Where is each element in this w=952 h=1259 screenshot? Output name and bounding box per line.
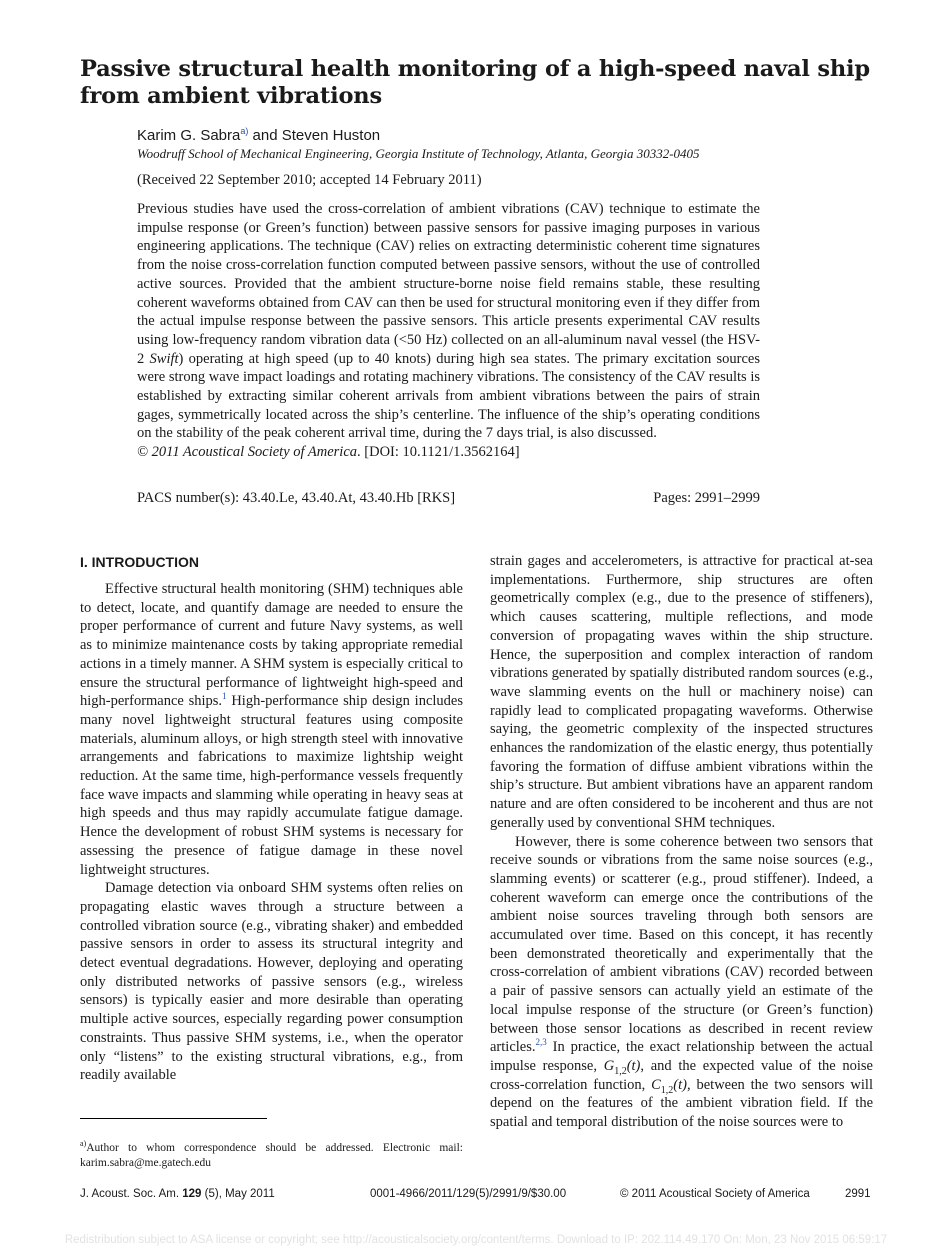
paragraph: However, there is some coherence between two sensors that receive sounds or vibrations from the same noise sources (e.g., slamming events) or scatterer (e.g., proud stiffener). Indeed, a coherent waveform can emerge once the contributions of the ambient noise sources traveling through both sensors are accumulated over time. Based on this concept, it has recently been demonstrated theoretically and experimentally that the cross-correlation of ambient vibrations (CAV) recorded between a pair of passive sensors can actually yield an estimate of the local impulse response of the structure (or Green’s function) between those sensor locations as described in recent review articles.$^{2,3}$ In practice, the exact relationship between the actual impulse response, $G_{1,2}(t)$, and the expected value of the noise cross-correlation function, $C_{1,2}(t)$, between the two sensors will depend on the features of the ambient vibration field. If the spatial and temporal distribution of the noise sources were to	[490, 833, 873, 1131]
right-column	[490, 552, 873, 1132]
footnote-divider	[80, 1118, 267, 1119]
footer-journal: J. Acoust. Soc. Am. 129 (5), May 2011	[80, 1188, 275, 1200]
footer-copyright: © 2011 Acoustical Society of America	[620, 1188, 810, 1200]
pacs-numbers: PACS number(s): 43.40.Le, 43.40.At, 43.40.Hb [RKS]	[137, 490, 456, 506]
page-number: 2991	[845, 1188, 871, 1200]
redistribution-banner: Redistribution subject to ASA license or copyright; see http://acousticalsociety.org/content/terms. Download to IP: 202.114.49.170 On: Mon, 23 Nov 2015 06:59:17	[64, 1234, 888, 1246]
abstract	[137, 200, 760, 462]
math-green-function: $G_{1,2}(t)$	[603, 1057, 641, 1077]
received-dates: (Received 22 September 2010; accepted 14 February 2011)	[137, 172, 482, 188]
abstract-text: Previous studies have used the cross-correlation of ambient vibrations (CAV) technique to estimate the impulse response (or Green’s function) between passive sensors for passive imaging purposes in various engineering applications. The technique (CAV) relies on extracting deterministic coherent time signatures from the noise cross-correlation function computed between passive sensors, without the use of controlled active sources. Provided that the ambient structure-borne noise field remains stable, these resulting coherent waveforms obtained from CAV can then be used for structural monitoring even if they differ from the actual impulse response between the passive sensors. This article presents experimental CAV results using low-frequency random vibration data (<50 Hz) collected on an all-aluminum naval vessel (the HSV-2 Swift) operating at high speed (up to 40 knots) during high sea states. The primary excitation sources were strong wave impact loadings and rotating machinery vibrations. The consistency of the CAV results is established by extracting similar coherent arrivals from ambient vibrations between the pairs of strain gages, symmetrically located across the ship’s centerline. The influence of the ship’s operating conditions on the stability of the peak coherent arrival time, during the 7 days trial, is also discussed.	[137, 201, 761, 442]
left-column	[80, 580, 463, 1085]
citation-link[interactable]: 2,3	[535, 1037, 547, 1048]
math-cross-correlation: $C_{1,2}(t)$	[651, 1076, 687, 1096]
author-line	[137, 126, 380, 144]
paragraph: strain gages and accelerometers, is attractive for practical at-sea implementations. Furthermore, ship structures are often geometrically complex (e.g., due to the presence of stiffeners), which causes scattering, multiple reflections, and mode conversion of propagating waves within the ship structure. Hence, the superposition and complex interaction of random vibrations generated by spatially distributed random sources (e.g., wave slamming events on the hull or machinery noise) can rapidly lead to complicated propagating waveforms. Otherwise saying, the geometric complexity of the inspected structures enhances the randomization of the elastic energy, thus potentially favoring the formation of diffuse ambient vibrations within the ship’s structure. But ambient vibrations have an apparent random nature and are often considered to be incoherent and thus are not generally used by conventional SHM techniques.	[490, 553, 873, 831]
ship-name: Swift	[149, 350, 179, 367]
author-sabra: Karim G. Sabra	[137, 127, 241, 144]
paragraph: Damage detection via onboard SHM systems often relies on propagating elastic waves through a structure between a controlled vibration source (e.g., vibrating shaker) and embedded passive sensors in order to assess its structural integrity and detect eventual degradations. However, deploying and operating only distributed networks of passive sensors (e.g., wireless sensors) is typically easier and more desirable than operating multiple active sources, especially regarding power consumption constraints. Thus passive SHM systems, i.e., when the operator only “listens” to the existing structural vibrations, e.g., from readily available	[80, 880, 463, 1084]
footer-code: 0001-4966/2011/129(5)/2991/9/$30.00	[370, 1188, 567, 1200]
section-heading: I. INTRODUCTION	[80, 554, 199, 570]
pacs-line	[137, 490, 760, 507]
article-title: Passive structural health monitoring of a high-speed naval ship from ambient vibrations	[80, 56, 870, 109]
paragraph: Effective structural health monitoring (SHM) techniques able to detect, locate, and quantify damage are needed to ensure the proper performance of current and future Navy systems, as well as to minimize maintenance costs by taking appropriate remedial actions in a timely manner. A SHM system is especially critical to ensure the structural performance of lightweight high-speed and high-performance ships.$^1$ High-performance ship design includes many novel lightweight structural features using composite materials, aluminum alloys, or high strength steel with innovative arrangements and fabrications to maximize lightship weight reduction. At the same time, high-performance vessels frequently face wave impacts and slamming while operating in heavy seas at high speeds and thus may rapidly accumulate fatigue damage. Hence the development of robust SHM systems is necessary for assessing the presence of fatigue damage in these novel lightweight structures.	[80, 581, 463, 878]
citation-link[interactable]: 1	[222, 691, 227, 702]
author-footnote-mark[interactable]: a)	[240, 126, 249, 136]
abstract-copyright: © 2011 Acoustical Society of America. [DOI: 10.1121/1.3562164]	[137, 444, 520, 461]
author-huston: and Steven Huston	[248, 127, 381, 144]
affiliation: Woodruff School of Mechanical Engineering, Georgia Institute of Technology, Atlanta, Georgia 30332-0405	[137, 146, 700, 161]
footnote: $^{a)}$Author to whom correspondence should be addressed. Electronic mail: karim.sabra@me.gatech.edu	[80, 1139, 463, 1169]
page-range: Pages: 2991–2999	[653, 490, 760, 506]
doi-link[interactable]: . [DOI: 10.1121/1.3562164]	[357, 444, 520, 461]
